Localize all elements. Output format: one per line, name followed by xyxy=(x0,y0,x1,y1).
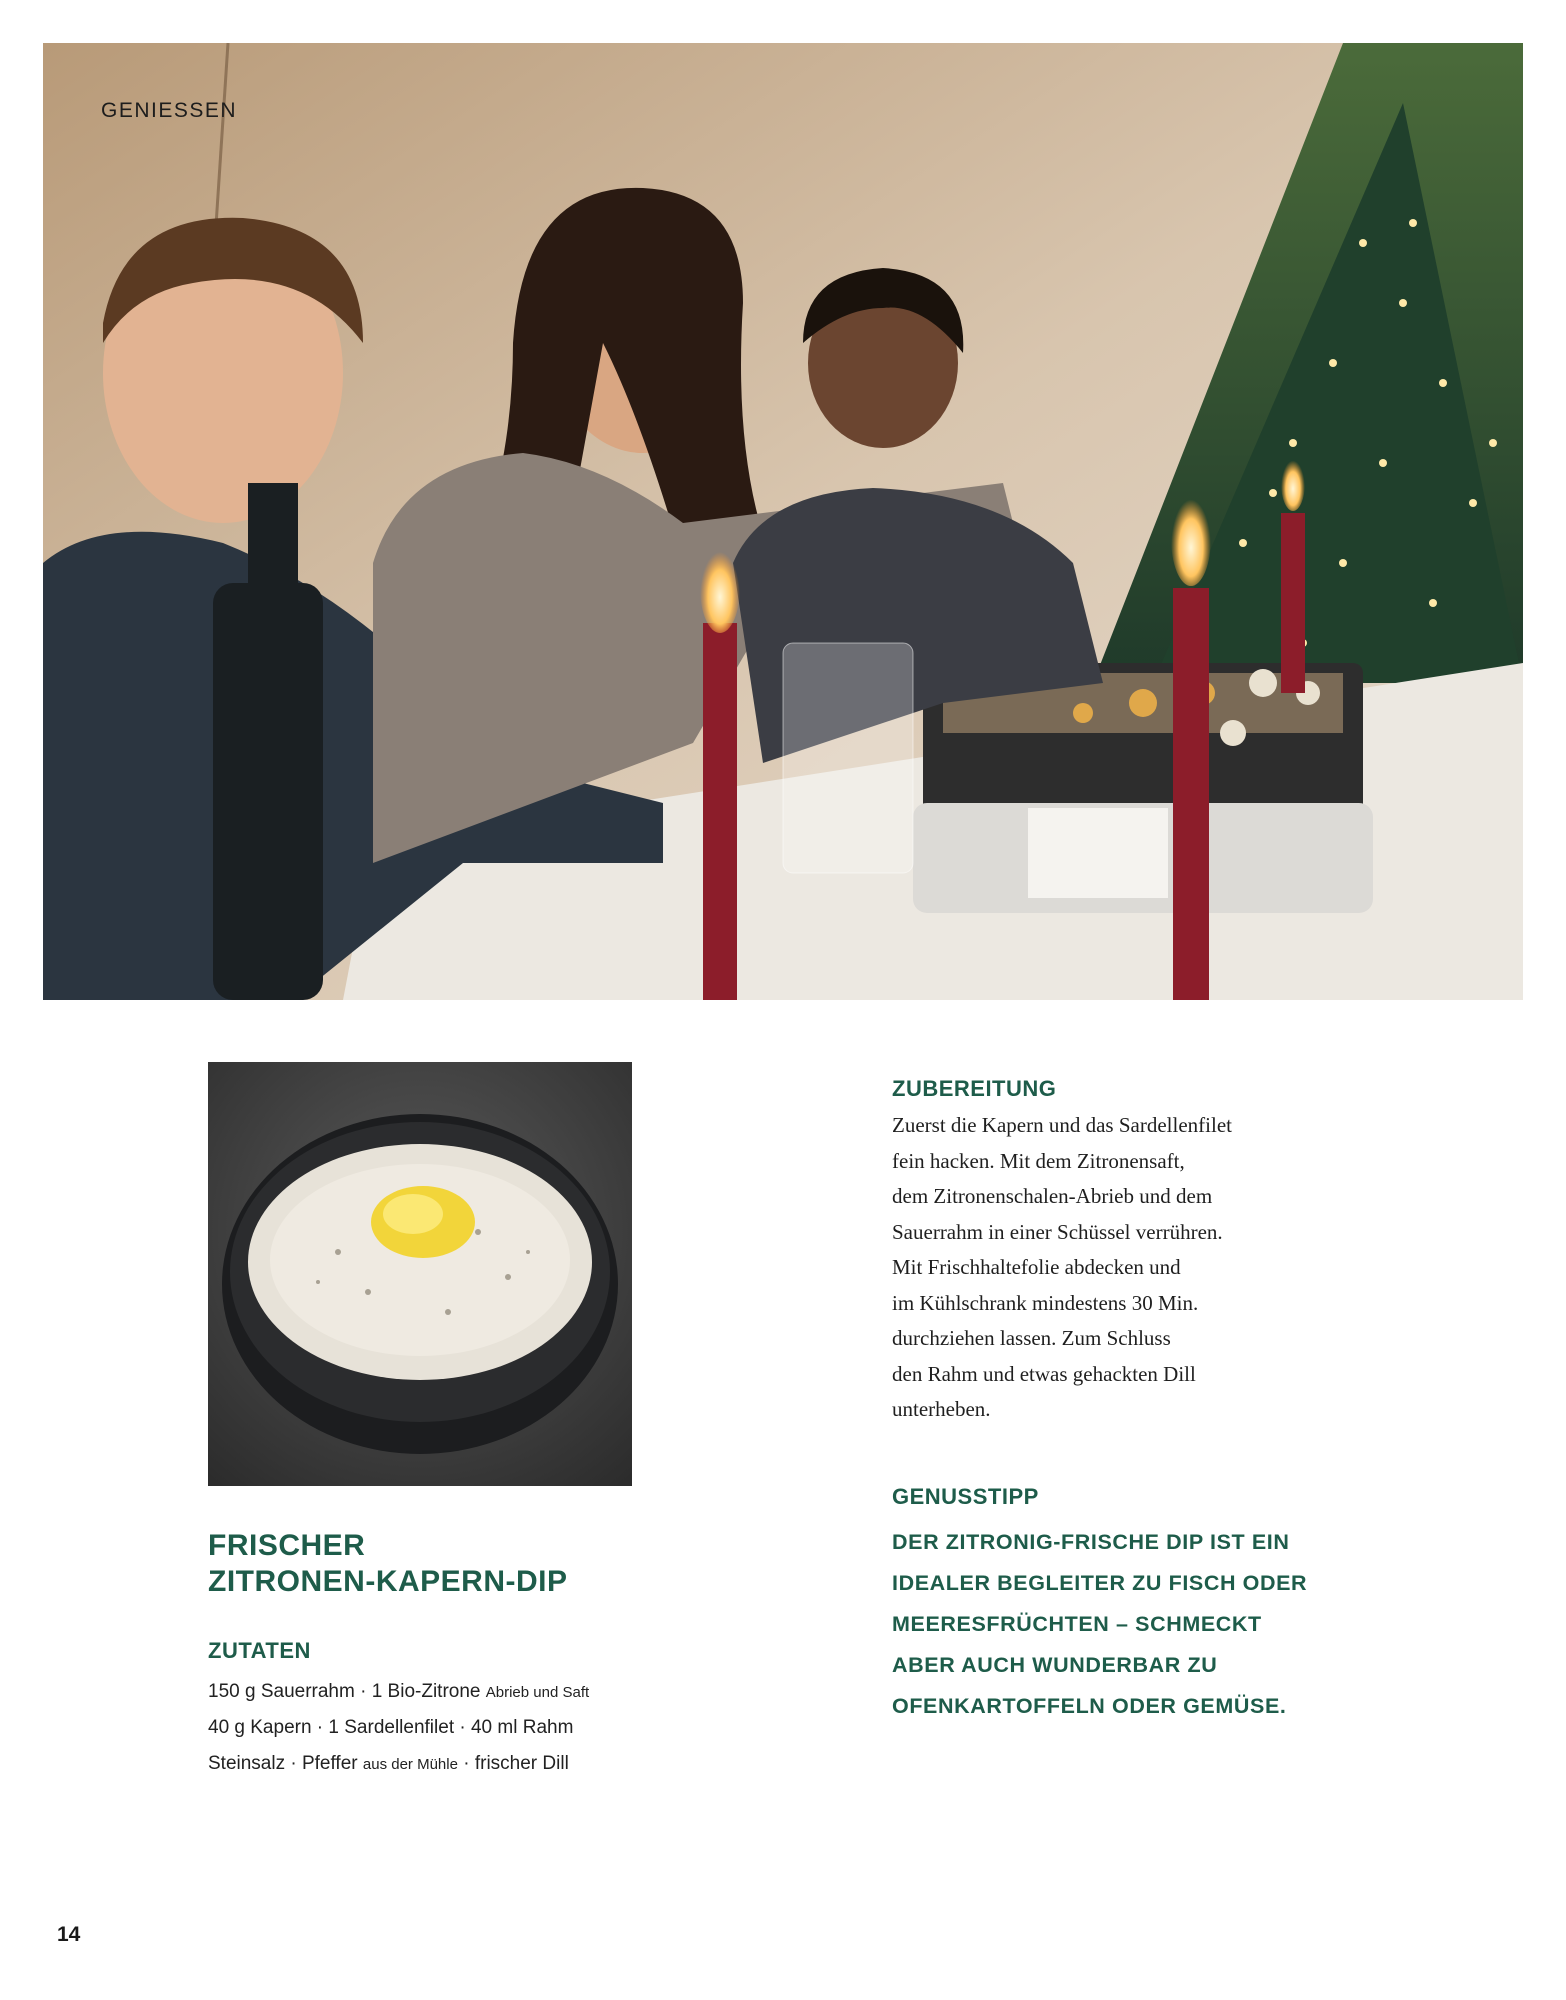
page-number: 14 xyxy=(57,1923,81,1946)
ingredient-line: Steinsalz · Pfeffer aus der Mühle · frischer Dill xyxy=(208,1753,569,1774)
recipe-title-line-2: ZITRONEN-KAPERN-DIP xyxy=(208,1565,568,1598)
preparation-line: fein hacken. Mit dem Zitronensaft, xyxy=(892,1148,1185,1173)
tip-text xyxy=(892,1522,1412,1727)
hero-photo xyxy=(43,43,1523,1000)
ingredients-heading: ZUTATEN xyxy=(208,1638,311,1663)
preparation-line: Mit Frischhaltefolie abdecken und xyxy=(892,1255,1181,1279)
tip-line: ABER AUCH WUNDERBAR ZU xyxy=(892,1653,1218,1677)
preparation-text xyxy=(892,1108,1352,1428)
recipe-title-line-1: FRISCHER xyxy=(208,1529,366,1562)
dip-photo xyxy=(208,1062,632,1486)
tip-heading: GENUSSTIPP xyxy=(892,1484,1039,1509)
tip-line: DER ZITRONIG-FRISCHE DIP IST EIN xyxy=(892,1530,1290,1554)
ingredients-list xyxy=(208,1674,668,1782)
ingredient-line: 40 g Kapern · 1 Sardellenfilet · 40 ml Rahm xyxy=(208,1717,574,1738)
preparation-line: unterheben. xyxy=(892,1397,991,1421)
tip-line: OFENKARTOFFELN ODER GEMÜSE. xyxy=(892,1694,1287,1718)
tip-line: IDEALER BEGLEITER ZU FISCH ODER xyxy=(892,1571,1308,1595)
ingredient-line: 150 g Sauerrahm · 1 Bio-Zitrone Abrieb und Saft xyxy=(208,1681,590,1702)
preparation-line: Zuerst die Kapern und das Sardellenfilet xyxy=(892,1113,1232,1137)
tip-line: MEERESFRÜCHTEN – SCHMECKT xyxy=(892,1612,1262,1636)
preparation-line: Sauerrahm in einer Schüssel verrühren. xyxy=(892,1219,1223,1244)
preparation-line: den Rahm und etwas gehackten Dill xyxy=(892,1361,1196,1386)
recipe-title xyxy=(208,1528,728,1600)
preparation-line: durchziehen lassen. Zum Schluss xyxy=(892,1326,1171,1350)
section-label: GENIESSEN xyxy=(101,99,238,122)
preparation-line: dem Zitronenschalen-Abrieb und dem xyxy=(892,1184,1213,1208)
preparation-line: im Kühlschrank mindestens 30 Min. xyxy=(892,1290,1199,1315)
preparation-heading: ZUBEREITUNG xyxy=(892,1076,1057,1101)
